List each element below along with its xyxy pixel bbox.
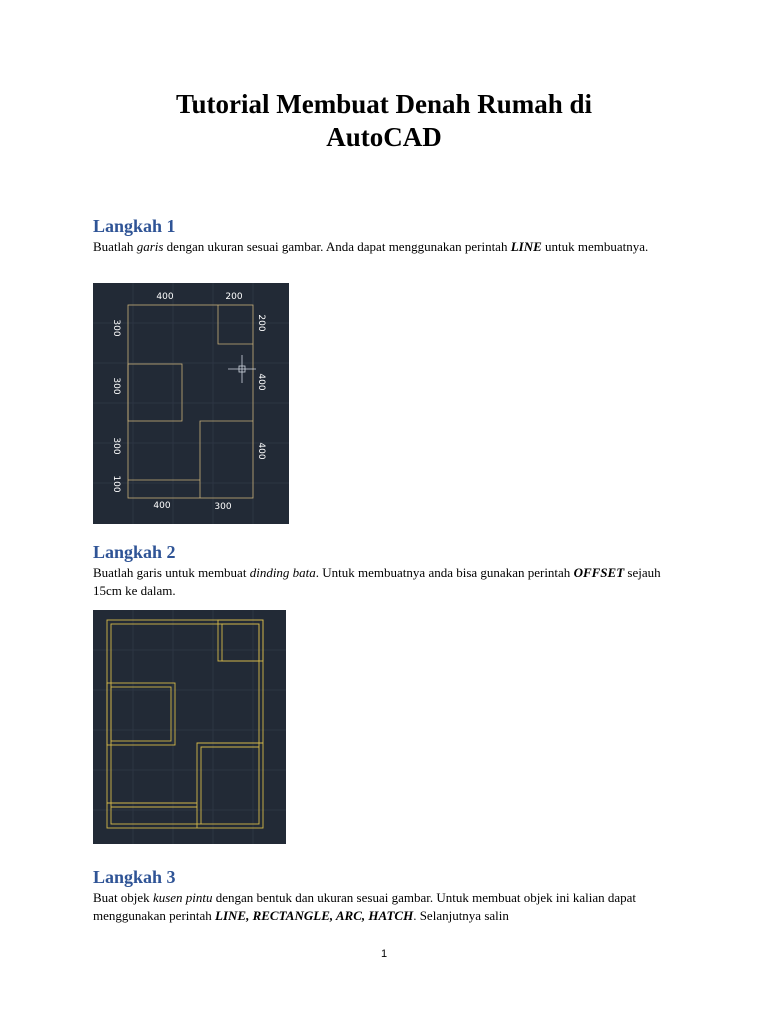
text-run: untuk membuatnya.: [541, 239, 649, 254]
dim-left-2: 300: [111, 377, 121, 395]
text-run: . Untuk membuatnya anda bisa gunakan perintah: [315, 565, 574, 580]
text-run: sejauh 15cm ke dalam.: [93, 565, 661, 598]
dim-top-left: 400: [156, 292, 174, 302]
dim-left-4: 100: [111, 475, 121, 493]
text-run: dinding bata: [249, 565, 316, 580]
page-title-line-1: Tutorial Membuat Denah Rumah di: [175, 89, 593, 119]
dim-right-1: 200: [256, 314, 266, 332]
text-run: . Selanjutnya salin: [413, 908, 509, 923]
dim-left-1: 300: [111, 319, 121, 337]
text-run: LINE: [510, 239, 542, 254]
text-run: dengan bentuk dan ukuran sesuai gambar. Untuk membuat objek ini kalian dapat menggunakan perintah: [93, 890, 636, 923]
step-1-cad-drawing: [93, 283, 289, 524]
step-1-heading: Langkah 1: [93, 216, 176, 236]
text-run: LINE, RECTANGLE, ARC, HATCH: [215, 908, 414, 923]
crosshair-cursor: [228, 355, 256, 383]
text-run: dengan ukuran sesuai gambar. Anda dapat menggunakan perintah: [163, 239, 511, 254]
floor-plan-lines: [128, 305, 253, 498]
text-run: Buatlah garis untuk membuat: [93, 565, 250, 580]
step-3-text: [93, 889, 683, 925]
text-run: Buatlah: [93, 239, 137, 254]
step-2-heading: Langkah 2: [93, 542, 176, 562]
page-title-line-2: AutoCAD: [326, 122, 442, 152]
page-title: [0, 88, 768, 154]
text-run: garis: [136, 239, 164, 254]
dim-bottom-right: 300: [214, 502, 232, 512]
text-run: kusen pintu: [152, 890, 213, 905]
dim-top-right: 200: [225, 292, 243, 302]
page-number: 1: [380, 948, 388, 960]
dim-right-3: 400: [256, 442, 266, 460]
step-1-text: [93, 238, 683, 256]
step-2-cad-drawing: [93, 610, 286, 844]
dim-left-3: 300: [111, 437, 121, 455]
text-run: Buat objek: [93, 890, 153, 905]
step-2-text: [93, 564, 683, 600]
wall-lines: [107, 620, 263, 828]
dim-bottom-left: 400: [153, 501, 171, 511]
dim-right-2: 400: [256, 373, 266, 391]
text-run: OFFSET: [573, 565, 625, 580]
step-3-heading: Langkah 3: [93, 867, 176, 887]
